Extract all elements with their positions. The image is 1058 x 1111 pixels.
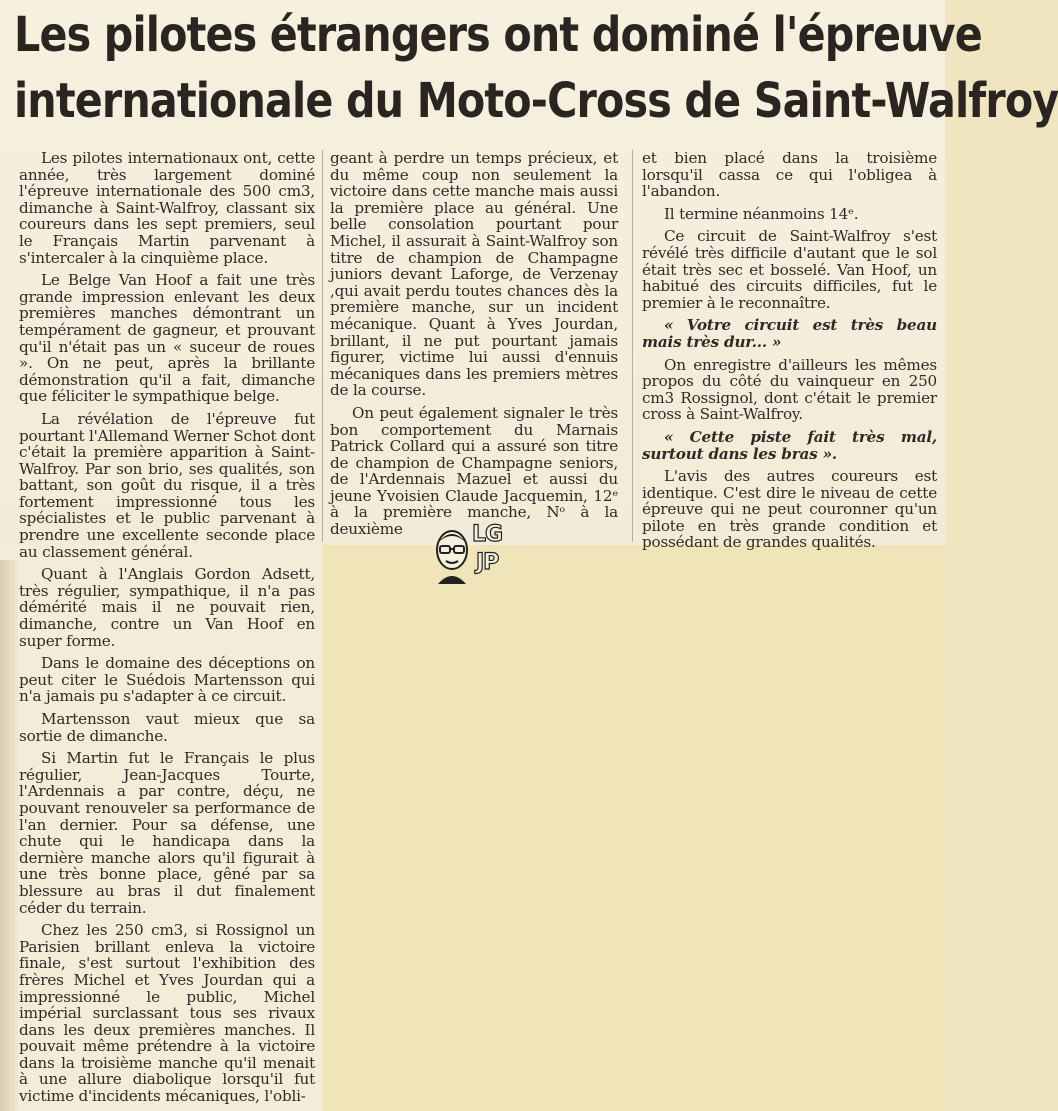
torn-edge [0, 560, 18, 1111]
paragraph: L'avis des autres coureurs est identique. C'est dire le niveau de cette épreuve qui ne peut couronner qu'un pilote en très grande condition et possédant de grandes qualités. [642, 467, 937, 552]
headline [14, 6, 1058, 130]
article-column-3 [642, 149, 937, 552]
column-rule [322, 150, 323, 542]
paragraph-continued: et bien placé dans la troisième lorsqu'il cassa ce qui l'obligea à l'abandon. [642, 149, 937, 201]
paragraph: On peut également signaler le très bon comportement du Marnais Patrick Collard qui a assuré son titre de champion de Champagne seniors, de l'Ardennais Mazuel et aussi du jeune Yvoisien Claude Jacquemin, 12ᵉ à la première manche, Nᵒ à la deuxième [330, 403, 618, 539]
paragraph: Ce circuit de Saint-Walfroy s'est révélé très difficile d'autant que le sol était très sec et bosselé. Van Hoof, un habitué des circuits difficiles, fut le premier à le reconnaître. [642, 227, 937, 312]
paragraph: Dans le domaine des déceptions on peut citer le Suédois Martensson qui n'a jamais pu s'adapter à ce circuit. [19, 654, 315, 706]
blank-area [322, 545, 945, 1111]
article-column-1 [19, 150, 315, 1110]
headline-line-2: internationale du Moto-Cross de Saint-Walfroy [14, 73, 1058, 129]
headline-line-1: Les pilotes étrangers ont dominé l'épreuve [14, 7, 982, 63]
article-column-2 [330, 150, 618, 542]
watermark-initials-top: LG [472, 522, 503, 547]
paragraph: Quant à l'Anglais Gordon Adsett, très régulier, sympathique, il n'a pas démérité mais il ne pouvait rien, dimanche, contre un Van Hoof en super forme. [19, 565, 315, 650]
paragraph: Si Martin fut le Français le plus régulier, Jean-Jacques Tourte, l'Ardennais a par contre, déçu, ne pouvant renouveler sa performance de l'an dernier. Pour sa défense, une chute qui le handicapa dans la dernière manche alors qu'il figurait à une très bonne place, gêné par sa blessure au bras il dut finalement céder du terrain. [19, 749, 315, 917]
quote: « Votre circuit est très beau mais très dur... » [642, 316, 937, 351]
watermark-initials-bottom: JP [476, 550, 499, 575]
paragraph-continued: geant à perdre un temps précieux, et du même coup non seulement la victoire dans cette manche mais aussi la première place au général. Une belle consolation pourtant pour Michel, il assurait à Saint-Walfroy son titre de champion de Champagne juniors devant Laforge, de Verzenay ,qui avait perdu toutes chances dès la première manche, sur un incident mécanique. Quant à Yves Jourdan, brillant, il ne put pourtant jamais figurer, victime lui aussi d'ennuis mécaniques dans les premiers mètres de la course. [330, 149, 618, 400]
paragraph: La révélation de l'épreuve fut pourtant l'Allemand Werner Schot dont c'était la première apparition à Saint-Walfroy. Par son brio, ses qualités, son battant, son goût du risque, il a très fortement impressionné tous les spécialistes et le public parvenant à prendre une excellente seconde place au classement général. [19, 409, 315, 561]
paragraph: Chez les 250 cm3, si Rossignol un Parisien brillant enleva la victoire finale, s'est surtout l'exhibition des frères Michel et Yves Jourdan qui a impressionné le public, Michel impérial surclassant tous ses rivaux dans les deux premières manches. Il pouvait même prétendre à la victoire dans la troisième manche qu'il menait à une allure diabolique lorsqu'il fut victime d'incidents mécaniques, l'obli- [19, 921, 315, 1106]
column-rule [632, 150, 633, 542]
portrait-icon [428, 524, 476, 586]
paragraph: On enregistre d'ailleurs les mêmes propos du côté du vainqueur en 250 cm3 Rossignol, dont c'était le premier cross à Saint-Walfroy. [642, 355, 937, 424]
paragraph: Les pilotes internationaux ont, cette année, très largement dominé l'épreuve internationale des 500 cm3, dimanche à Saint-Walfroy, classant six coureurs dans les sept premiers, seul le Français Martin parvenant à s'intercaler à la cinquième place. [19, 149, 315, 267]
quote: « Cette piste fait très mal, surtout dans les bras ». [642, 427, 937, 463]
paragraph: Le Belge Van Hoof a fait une très grande impression enlevant les deux premières manches démontrant un tempérament de gagneur, et prouvant qu'il n'était pas un « suceur de roues ». On ne peut, après la brillante démonstration qu'il a fait, dimanche que féliciter le sympathique belge. [19, 271, 315, 406]
paragraph: Martensson vaut mieux que sa sortie de dimanche. [19, 710, 315, 745]
watermark-logo [428, 518, 520, 588]
paragraph: Il termine néanmoins 14ᵉ. [664, 204, 859, 223]
